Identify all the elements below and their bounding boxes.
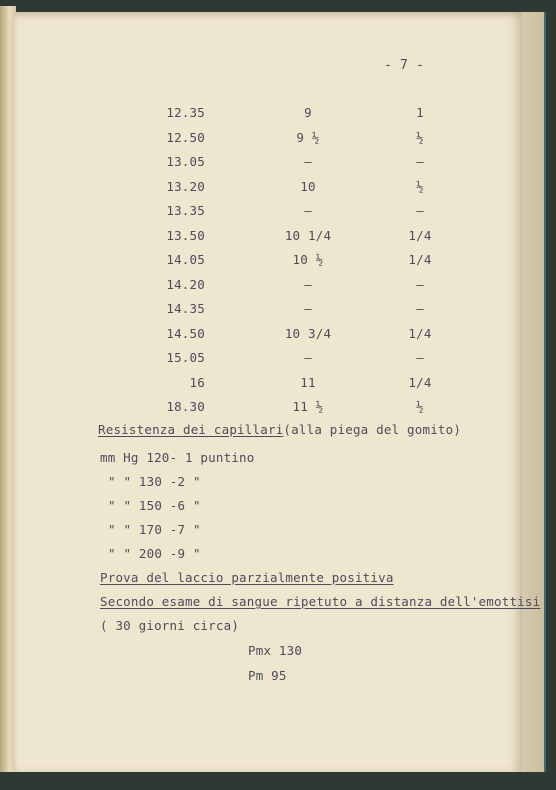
resistance-line: mm Hg 120- 1 puntino [100,450,255,465]
row-time: 14.05 [166,252,205,267]
row-time: 15.05 [166,350,205,365]
row-value-a: – [304,301,312,316]
row-time: 14.50 [166,326,205,341]
row-value-a: 10 1/4 [284,228,332,243]
resistance-line: " " 150 -6 " [108,498,201,513]
row-value-b: – [416,203,424,218]
row-value-b: – [416,301,424,316]
row-time: 18.30 [166,399,205,414]
row-time: 14.35 [166,301,205,316]
row-value-a: 11 [300,375,316,390]
row-value-a: – [304,203,312,218]
row-value-b: – [416,350,424,365]
row-value-a: – [304,277,312,292]
row-time: 16 [189,375,205,390]
row-time: 12.50 [166,130,205,145]
page-number: - 7 - [384,58,425,73]
row-time: 13.35 [166,203,205,218]
pm-value: Pm 95 [248,668,287,683]
row-time: 13.05 [166,154,205,169]
row-value-b: ½ [416,399,424,414]
row-value-b: – [416,277,424,292]
row-value-b: 1/4 [408,228,432,243]
laccio-test: Prova del laccio parzialmente positiva [100,570,394,585]
row-time: 13.20 [166,179,205,194]
resistance-subtitle: (alla piega del gomito) [283,422,462,437]
resistance-title: Resistenza dei capillari [98,422,284,437]
resistance-line: " " 170 -7 " [108,522,201,537]
row-time: 13.50 [166,228,205,243]
row-value-a: 9 ½ [296,130,320,145]
row-value-b: – [416,154,424,169]
resistance-line: " " 200 -9 " [108,546,201,561]
row-value-a: 10 [300,179,316,194]
row-value-b: 1 [416,105,424,120]
days-note: ( 30 giorni circa) [100,618,240,633]
row-time: 12.35 [166,105,205,120]
row-value-a: 9 [304,105,312,120]
row-value-a: 10 ½ [292,252,324,267]
second-blood-exam: Secondo esame di sangue ripetuto a distanza dell'emottisi [100,594,541,609]
document-page [14,12,522,774]
row-value-a: – [304,154,312,169]
row-value-a: – [304,350,312,365]
row-value-b: 1/4 [408,252,432,267]
resistance-line: " " 130 -2 " [108,474,201,489]
row-value-b: 1/4 [408,375,432,390]
row-value-b: 1/4 [408,326,432,341]
row-value-a: 10 3/4 [284,326,332,341]
resistance-heading [98,422,461,437]
bottom-edge [0,772,556,790]
row-time: 14.20 [166,277,205,292]
row-value-b: ½ [416,179,424,194]
row-value-a: 11 ½ [292,399,324,414]
row-value-b: ½ [416,130,424,145]
pmx-value: Pmx 130 [248,643,303,658]
